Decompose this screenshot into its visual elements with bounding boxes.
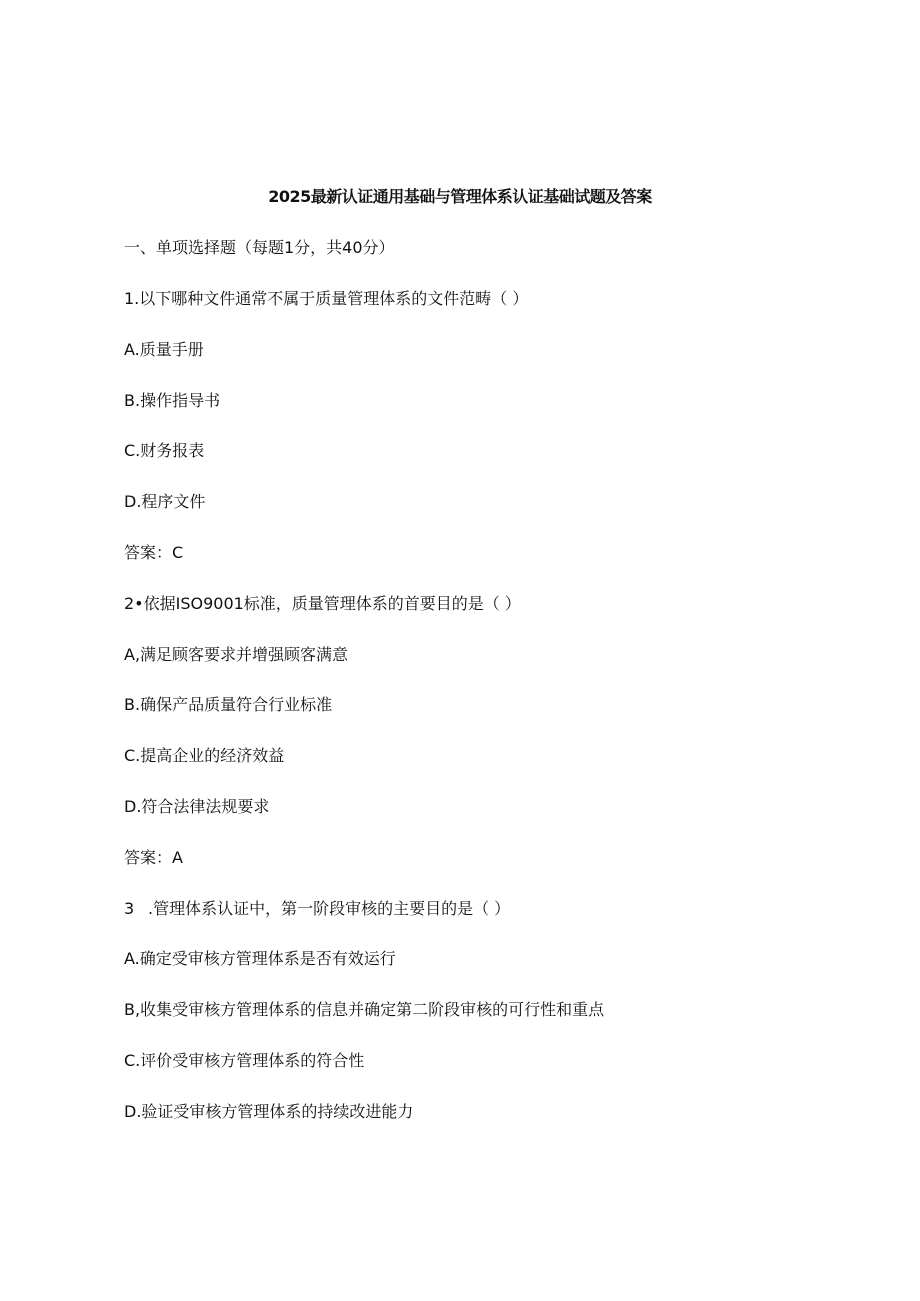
question-2-option-a: A,满足顾客要求并增强顾客满意 <box>124 645 349 664</box>
question-3-number: 3 <box>124 899 135 918</box>
question-1-option-a: A.质量手册 <box>124 340 204 359</box>
question-1-stem: 1.以下哪种文件通常不属于质量管理体系的文件范畴（ ） <box>124 289 529 308</box>
question-2-answer: 答案：A <box>124 848 183 867</box>
question-1-option-b: B.操作指导书 <box>124 391 221 410</box>
document-title: 2025最新认证通用基础与管理体系认证基础试题及答案 <box>268 187 652 206</box>
question-1-answer: 答案：C <box>124 543 184 562</box>
question-3-option-c: C.评价受审核方管理体系的符合性 <box>124 1051 365 1070</box>
question-2-stem: 2•依据ISO9001标准，质量管理体系的首要目的是（ ） <box>124 594 521 613</box>
section-heading: 一、单项选择题（每题1分，共40分） <box>124 238 395 257</box>
question-1-option-d: D.程序文件 <box>124 492 206 511</box>
question-3-option-d: D.验证受审核方管理体系的持续改进能力 <box>124 1102 414 1121</box>
question-3-stem <box>124 898 510 920</box>
question-1-option-c: C.财务报表 <box>124 441 205 460</box>
question-3-option-b: B,收集受审核方管理体系的信息并确定第二阶段审核的可行性和重点 <box>124 1000 605 1019</box>
question-3-option-a: A.确定受审核方管理体系是否有效运行 <box>124 949 396 968</box>
question-2-option-b: B.确保产品质量符合行业标准 <box>124 695 333 714</box>
question-3-stem-text: .管理体系认证中，第一阶段审核的主要目的是（ ） <box>148 899 511 918</box>
question-2-option-d: D.符合法律法规要求 <box>124 797 270 816</box>
question-2-option-c: C.提高企业的经济效益 <box>124 746 285 765</box>
